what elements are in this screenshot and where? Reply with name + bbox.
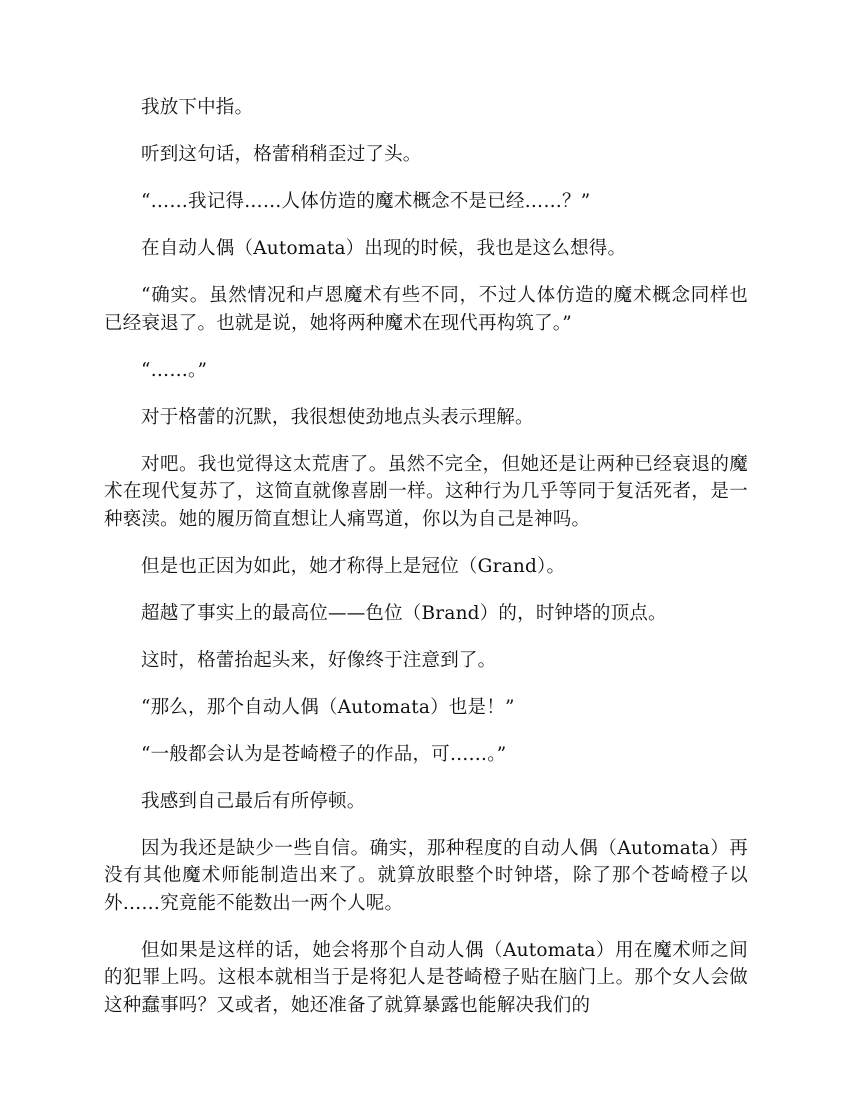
paragraph: “……。”: [141, 359, 208, 381]
paragraph: 但如果是这样的话，她会将那个自动人偶（Automata）用在魔术师之间的犯罪上吗。这根本就相当于是将犯人是苍崎橙子贴在脑门上。那个女人会做这种蠢事吗？又或者，她还准备了就算暴露也能解决我们的: [104, 939, 748, 1016]
paragraph: “……我记得……人体仿造的魔术概念不是已经……？”: [141, 191, 591, 212]
paragraph: 但是也正因为如此，她才称得上是冠位（Grand）。: [141, 555, 566, 577]
paragraph: 这时，格蕾抬起头来，好像终于注意到了。: [141, 649, 497, 671]
paragraph: 因为我还是缺少一些自信。确实，那种程度的自动人偶（Automata）再没有其他魔术师能制造出来了。就算放眼整个时钟塔，除了那个苍崎橙子以外……究竟能不能数出一两个人呢。: [104, 837, 748, 914]
paragraph: 对于格蕾的沉默，我很想使劲地点头表示理解。: [141, 406, 534, 428]
document-body: [104, 94, 748, 1039]
paragraph: “那么，那个自动人偶（Automata）也是！”: [141, 696, 515, 718]
paragraph: 对吧。我也觉得这太荒唐了。虽然不完全，但她还是让两种已经衰退的魔术在现代复苏了，这简直就像喜剧一样。这种行为几乎等同于复活死者，是一种亵渎。她的履历简直想让人痛骂道，你以为自己是神吗。: [104, 453, 748, 530]
paragraph: 在自动人偶（Automata）出现的时候，我也是这么想得。: [141, 238, 627, 259]
paragraph: “一般都会认为是苍崎橙子的作品，可……。”: [141, 743, 507, 765]
paragraph: 听到这句话，格蕾稍稍歪过了头。: [141, 144, 422, 165]
paragraph: 超越了事实上的最高位——色位（Brand）的，时钟塔的顶点。: [141, 602, 667, 624]
paragraph: 我放下中指。: [141, 97, 254, 118]
paragraph: 我感到自己最后有所停顿。: [141, 790, 366, 812]
paragraph: “确实。虽然情况和卢恩魔术有些不同，不过人体仿造的魔术概念同样也已经衰退了。也就是说，她将两种魔术在现代再构筑了。”: [104, 285, 748, 334]
